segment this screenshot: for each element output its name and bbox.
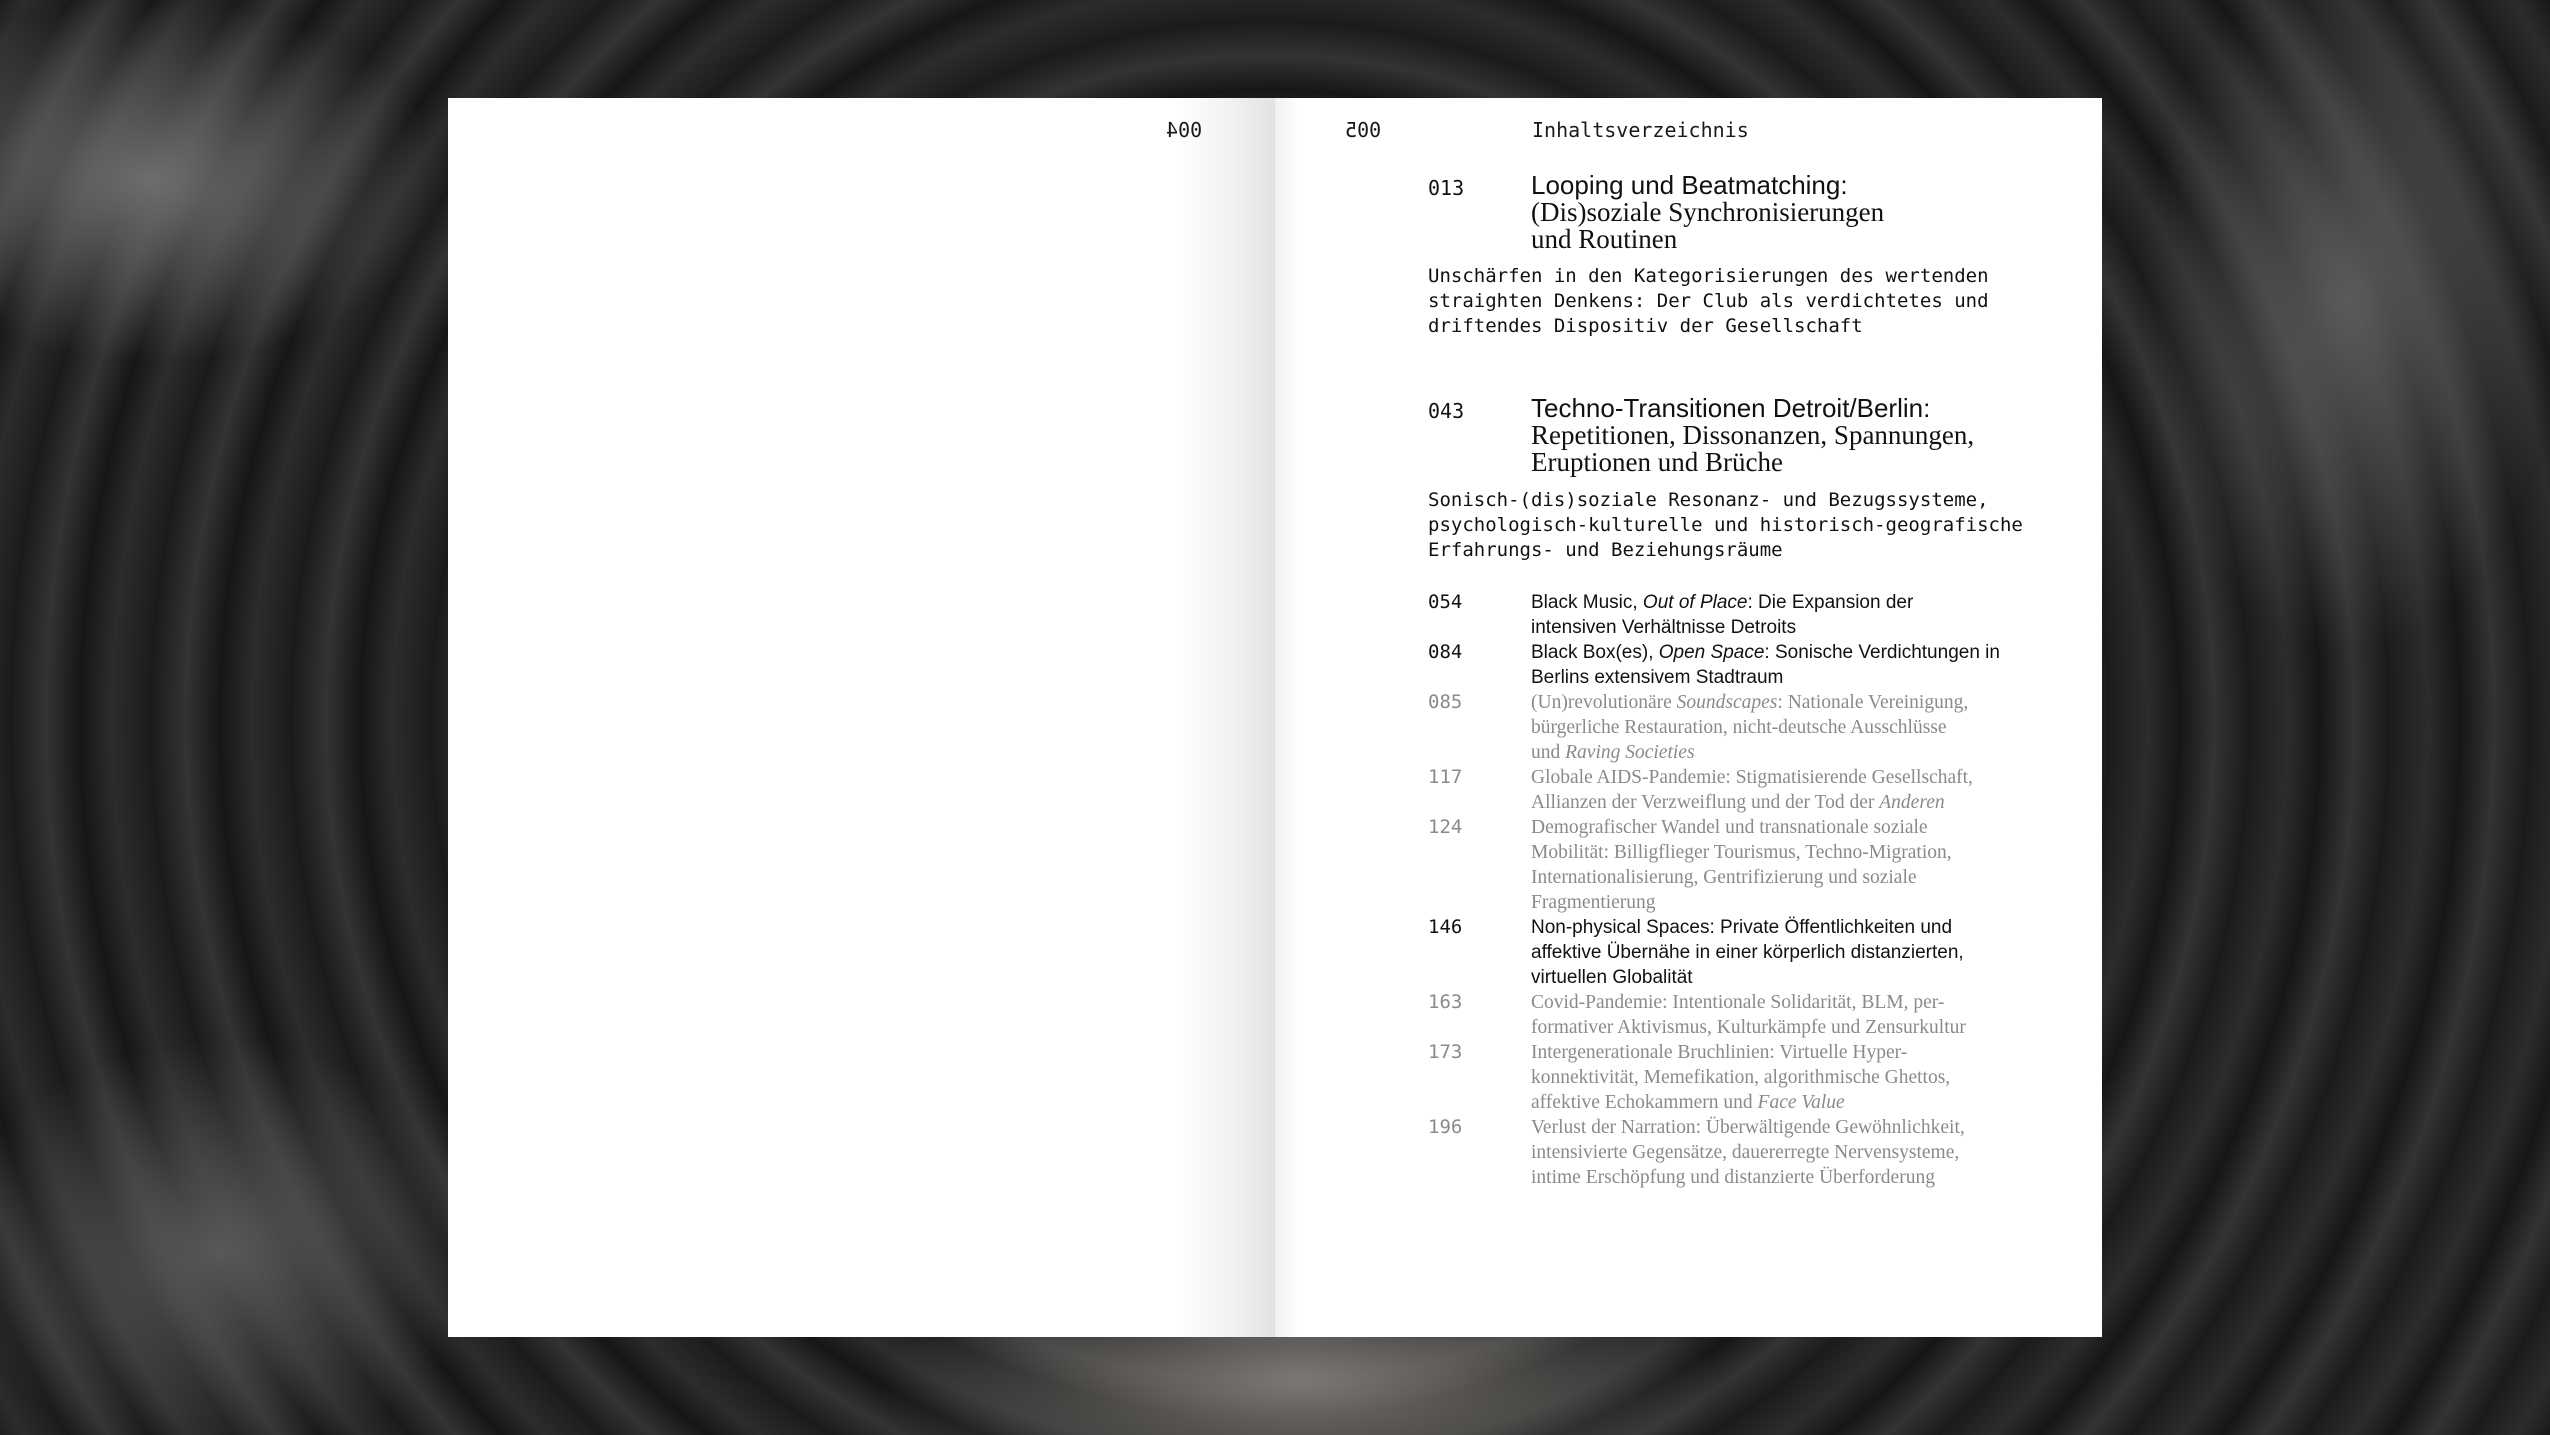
toc-entry-number: 124 xyxy=(1428,816,1463,838)
chapter-title-line: Eruptionen und Brüche xyxy=(1531,447,1783,477)
toc-entry-text-line: affektive Übernähe in einer körperlich distanzierten, xyxy=(1531,942,1964,963)
chapter-number: 013 xyxy=(1428,176,1465,200)
chapter-title-line: und Routinen xyxy=(1531,224,1678,254)
left-page xyxy=(448,98,1275,1337)
toc-entry-text-part: Allianzen der Verzweiflung und der Tod der xyxy=(1531,792,1880,813)
toc-entry-text-line: virtuellen Globalität xyxy=(1531,967,1693,988)
toc-entry-text-italic: Out of Place xyxy=(1642,592,1748,613)
toc-entry-text-part: affektive Echokammern und xyxy=(1531,1092,1758,1113)
toc-entry-text-part: Black Box(es), xyxy=(1531,642,1659,663)
chapter-subtitle-line: Sonisch-(dis)soziale Resonanz- und Bezugssysteme, xyxy=(1428,489,1989,511)
toc-entry-number: 054 xyxy=(1428,591,1463,613)
toc-entry-number: 085 xyxy=(1428,691,1463,713)
toc-entry-text-part: Black Music, xyxy=(1531,592,1643,613)
toc-entry-text-part: und xyxy=(1531,742,1566,763)
toc-entry-text-line: Fragmentierung xyxy=(1531,892,1656,913)
toc-entry-text xyxy=(1531,815,2051,915)
running-head: Inhaltsverzeichnis xyxy=(1532,118,1749,142)
chapter-title-line: Techno-Transitionen Detroit/Berlin: xyxy=(1531,393,1931,423)
toc-entry-text-line: Non-physical Spaces: Private Öffentlichkeiten und xyxy=(1531,917,1953,938)
toc-entry-146 xyxy=(1428,915,2068,990)
chapter-subtitle xyxy=(1428,264,2068,339)
toc-entry-text-italic: Raving Societies xyxy=(1565,742,1695,763)
toc-entry-text xyxy=(1531,640,2051,690)
toc-entry-text xyxy=(1531,690,2051,765)
chapter-number: 043 xyxy=(1428,399,1465,423)
chapter-title xyxy=(1531,395,2071,476)
toc-entry-text-italic: Face Value xyxy=(1757,1092,1845,1113)
toc-entry-text-line: formativer Aktivismus, Kulturkämpfe und Zensurkultur xyxy=(1531,1017,1966,1038)
chapter-title-line: Looping und Beatmatching: xyxy=(1531,170,1848,200)
chapter-subtitle-line: Erfahrungs- und Beziehungsräume xyxy=(1428,539,1783,561)
toc-entry-text xyxy=(1531,1040,2051,1115)
toc-entry-173 xyxy=(1428,1040,2068,1115)
toc-entry-text-line: intensiven Verhältnisse Detroits xyxy=(1531,617,1797,638)
chapter-title-line: Repetitionen, Dissonanzen, Spannungen, xyxy=(1531,420,1975,450)
toc-entry-text-line: intime Erschöpfung und distanzierte Überforderung xyxy=(1531,1167,1935,1188)
left-page-folio: 004 xyxy=(1166,118,1203,142)
toc-entry-number: 163 xyxy=(1428,991,1463,1013)
toc-entry-text-line: Globale AIDS-Pandemie: Stigmatisierende Gesellschaft, xyxy=(1531,767,1973,788)
right-page xyxy=(1275,98,2102,1337)
toc-entry-text xyxy=(1531,1115,2051,1190)
chapter-title-line: (Dis)soziale Synchronisierungen xyxy=(1531,197,1885,227)
toc-entry-text-italic: Soundscapes xyxy=(1676,692,1778,713)
toc-entry-text-line: intensivierte Gegensätze, dauererregte Nervensysteme, xyxy=(1531,1142,1960,1163)
chapter-subtitle-line: driftendes Dispositiv der Gesellschaft xyxy=(1428,315,1863,337)
toc-entries xyxy=(1428,590,2068,1190)
toc-entry-text-line: Intergenerationale Bruchlinien: Virtuelle Hyper- xyxy=(1531,1042,1908,1063)
toc-entry-085 xyxy=(1428,690,2068,765)
toc-entry-text xyxy=(1531,915,2051,990)
toc-entry-124 xyxy=(1428,815,2068,915)
toc-entry-text-italic: Open Space xyxy=(1658,642,1765,663)
toc-entry-117 xyxy=(1428,765,2068,815)
toc-entry-text xyxy=(1531,590,2051,640)
toc-entry-163 xyxy=(1428,990,2068,1040)
toc-entry-text-line: Internationalisierung, Gentrifizierung und soziale xyxy=(1531,867,1917,888)
toc-entry-text-line: bürgerliche Restauration, nicht-deutsche Ausschlüsse xyxy=(1531,717,1947,738)
toc-entry-number: 146 xyxy=(1428,916,1463,938)
toc-entry-text xyxy=(1531,765,2051,815)
toc-entry-084 xyxy=(1428,640,2068,690)
toc-entry-number: 117 xyxy=(1428,766,1463,788)
toc-entry-number: 084 xyxy=(1428,641,1463,663)
toc-entry-196 xyxy=(1428,1115,2068,1190)
toc-entry-text-part: : Sonische Verdichtungen in xyxy=(1764,642,2000,663)
toc-entry-text-part: (Un)revolutionäre xyxy=(1531,692,1677,713)
toc-entry-number: 196 xyxy=(1428,1116,1463,1138)
toc-entry-text-part: : Die Expansion der xyxy=(1747,592,1914,613)
toc-entry-text-line: Mobilität: Billigflieger Tourismus, Techno-Migration, xyxy=(1531,842,1952,863)
right-page-folio: 005 xyxy=(1345,118,1382,142)
toc-entry-text-italic: Anderen xyxy=(1879,792,1945,813)
chapter-subtitle-line: Unschärfen in den Kategorisierungen des wertenden xyxy=(1428,265,1989,287)
toc-entry-text xyxy=(1531,990,2051,1040)
toc-entry-text-line: Covid-Pandemie: Intentionale Solidarität, BLM, per- xyxy=(1531,992,1945,1013)
chapter-subtitle xyxy=(1428,488,2068,563)
toc-entry-text-line: Demografischer Wandel und transnationale soziale xyxy=(1531,817,1928,838)
toc-entry-text-line: konnektivität, Memefikation, algorithmische Ghettos, xyxy=(1531,1067,1951,1088)
chapter-subtitle-line: psychologisch-kulturelle und historisch-geografische xyxy=(1428,514,2023,536)
chapter-title xyxy=(1531,172,2071,253)
toc-entry-text-line: Verlust der Narration: Überwältigende Gewöhnlichkeit, xyxy=(1531,1117,1965,1138)
toc-entry-054 xyxy=(1428,590,2068,640)
chapter-subtitle-line: straighten Denkens: Der Club als verdichtetes und xyxy=(1428,290,1989,312)
toc-entry-number: 173 xyxy=(1428,1041,1463,1063)
toc-entry-text-part: : Nationale Vereinigung, xyxy=(1777,692,1969,713)
toc-entry-text-line: Berlins extensivem Stadtraum xyxy=(1531,667,1784,688)
